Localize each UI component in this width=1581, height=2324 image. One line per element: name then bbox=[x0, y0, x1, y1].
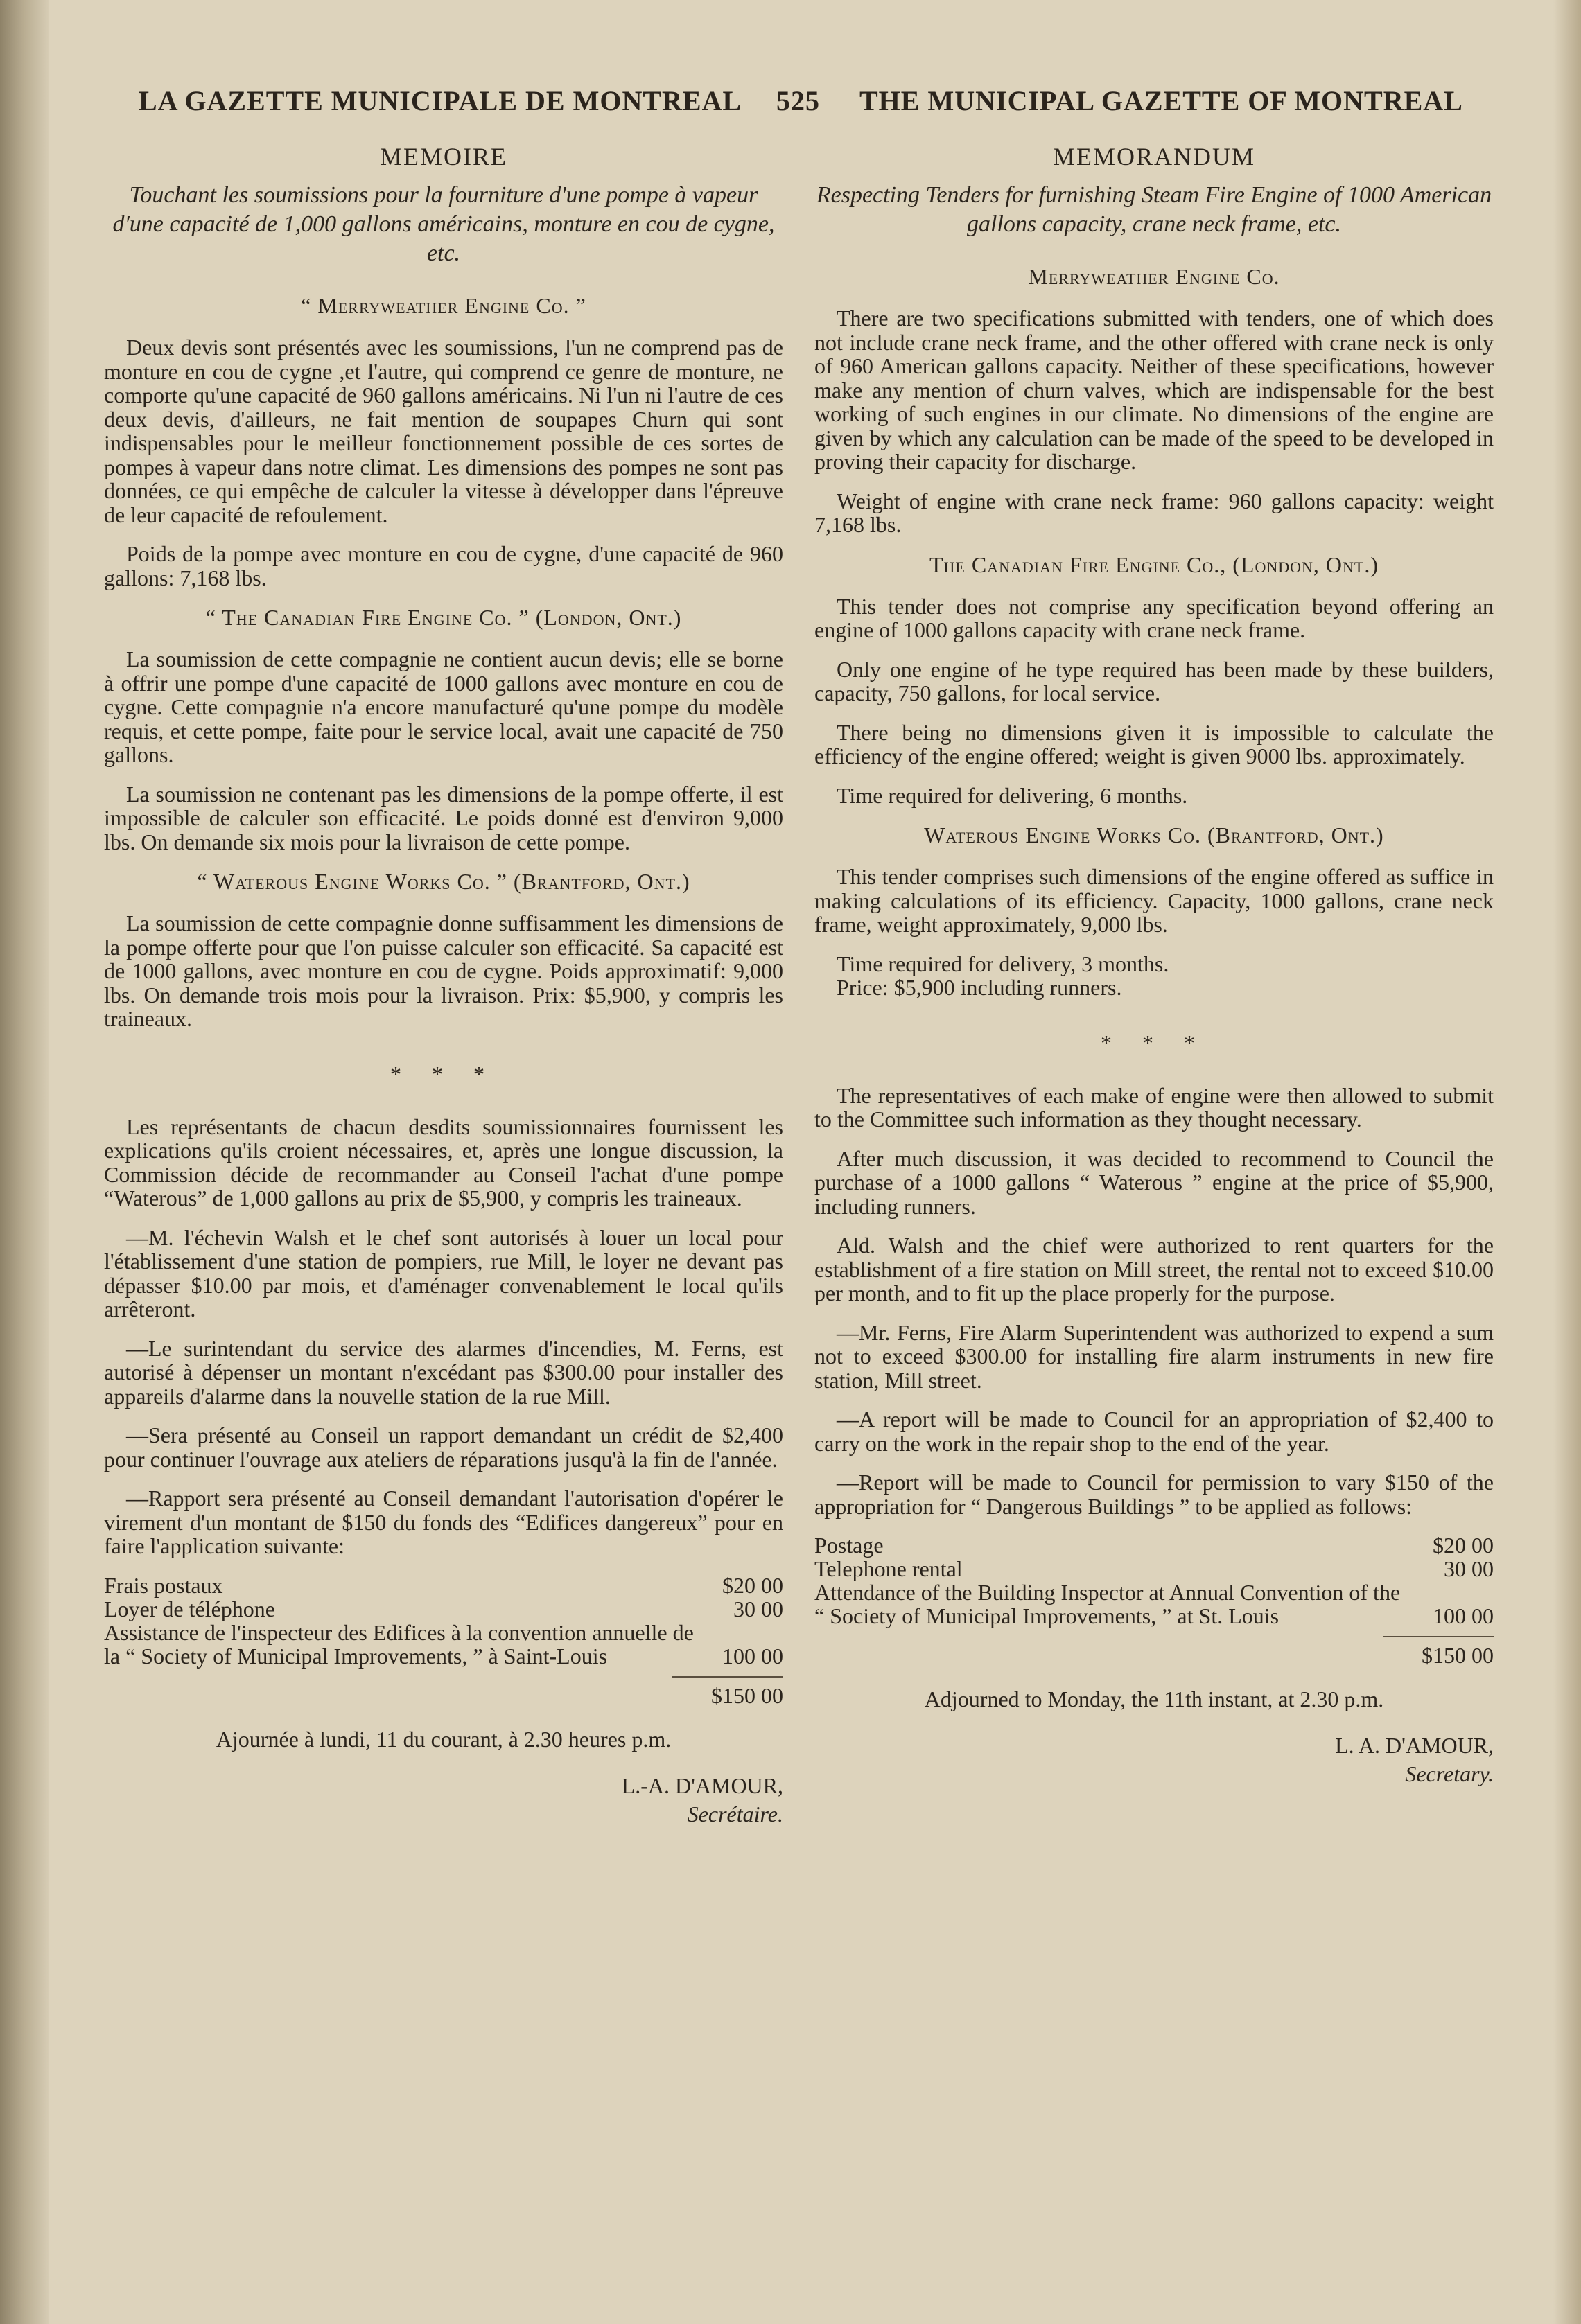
french-intro: Touchant les soumissions pour la fourniture d'une pompe à vapeur d'une capacité de 1,000 gallons américains, monture en cou de cygne, etc. bbox=[112, 182, 775, 266]
english-paragraph: This tender comprises such dimensions of the engine offered as suffice in making calculations of its efficiency. Capacity, 1000 gallons, crane neck frame, weight approximately, 9,000 lbs. bbox=[814, 864, 1494, 937]
account-label: Frais postaux bbox=[104, 1572, 223, 1598]
french-adjournment: Ajournée à lundi, 11 du courant, à 2.30 heures p.m. bbox=[216, 1726, 672, 1752]
account-label: Attendance of the Building Inspector at Annual Convention of the “ Society of Municipal Improvements, ” at St. Louis bbox=[814, 1580, 1401, 1628]
header-french-title: LA GAZETTE MUNICIPALE DE MONTREAL bbox=[139, 85, 742, 116]
english-paragraph: Only one engine of he type required has been made by these builders, capacity, 750 gallons, for local service. bbox=[814, 656, 1494, 705]
table-row bbox=[814, 1557, 1494, 1581]
english-section-merryweather: Merryweather Engine Co. bbox=[1028, 264, 1280, 289]
french-section-merryweather: “ Merryweather Engine Co. ” bbox=[301, 293, 586, 318]
account-amount: 30 00 bbox=[733, 1596, 783, 1621]
english-accounts-table bbox=[814, 1533, 1494, 1628]
english-adjournment: Adjourned to Monday, the 11th instant, at 2.30 p.m. bbox=[924, 1687, 1384, 1711]
english-paragraph: There are two specifications submitted with tenders, one of which does not include crane neck frame, and the other offered with crane neck is only of 960 American gallons capacity. Neither of these specifications, however make any mention of churn valves, which are indispensable for the best working of such engines in our climate. No dimensions of the engine are given by which any calculation can be made of the speed to be developed in proving their capacity for discharge. bbox=[814, 306, 1494, 474]
french-accounts-table bbox=[104, 1574, 783, 1668]
page-edge-shadow bbox=[1553, 0, 1581, 2324]
french-section-canadian: “ The Canadian Fire Engine Co. ” (London, Ont.) bbox=[205, 605, 682, 630]
english-paragraph: Ald. Walsh and the chief were authorized to rent quarters for the establishment of a fire station on Mill street, the rental not to exceed $10.00 per month, and to fit up the place properly for the purpose. bbox=[814, 1233, 1494, 1305]
english-paragraph: Weight of engine with crane neck frame: 960 gallons capacity: weight 7,168 lbs. bbox=[814, 488, 1494, 537]
french-title: MEMOIRE bbox=[380, 143, 507, 170]
english-paragraph: There being no dimensions given it is impossible to calculate the efficiency of the engine offered; weight is given 9000 lbs. approximately. bbox=[814, 719, 1494, 768]
english-title: MEMORANDUM bbox=[1052, 143, 1256, 170]
english-signature: L. A. D'AMOUR, bbox=[1335, 1733, 1494, 1758]
french-paragraph: La soumission de cette compagnie donne suffisamment les dimensions de la pompe offerte pour que l'on puisse calculer son efficacité. Sa capacité est de 1000 gallons, avec monture en cou de cygne. Poids approximatif: 9,000 lbs. On demande trois mois pour la livraison. Prix: $5,900, y compris les traineaux. bbox=[104, 910, 783, 1031]
table-row bbox=[104, 1621, 783, 1668]
english-paragraph: Time required for delivery, 3 months. bbox=[837, 951, 1169, 976]
account-amount: 100 00 bbox=[722, 1643, 783, 1669]
french-section-divider: * * * bbox=[390, 1061, 497, 1086]
account-amount: $20 00 bbox=[1433, 1533, 1494, 1558]
english-section-canadian: The Canadian Fire Engine Co., (London, Ont.) bbox=[929, 552, 1379, 577]
page-header bbox=[139, 85, 1497, 126]
english-total: $150 00 bbox=[1383, 1636, 1494, 1669]
english-intro: Respecting Tenders for furnishing Steam Fire Engine of 1000 American gallons capacity, crane neck frame, etc. bbox=[816, 182, 1492, 237]
book-spine-shadow bbox=[0, 0, 49, 2324]
french-column bbox=[104, 142, 783, 1827]
french-paragraph: —Sera présenté au Conseil un rapport demandant un crédit de $2,400 pour continuer l'ouvrage aux ateliers de réparations jusqu'à la fin de l'année. bbox=[104, 1423, 783, 1472]
table-row bbox=[814, 1533, 1494, 1557]
page-number: 525 bbox=[776, 85, 820, 116]
english-paragraph: Time required for delivering, 6 months. bbox=[837, 782, 1188, 808]
french-paragraph: La soumission de cette compagnie ne contient aucun devis; elle se borne à offrir une pompe d'une capacité de 1000 gallons avec monture en cou de cygne. Cette compagnie n'a encore manufacturé qu'une pompe du modèle requis, et cette pompe, faite pour le service local, avait une capacité de 750 gallons. bbox=[104, 646, 783, 767]
english-paragraph: The representatives of each make of engine were then allowed to submit to the Committee such information as they thought necessary. bbox=[814, 1082, 1494, 1132]
french-paragraph: —Rapport sera présenté au Conseil demandant l'autorisation d'opérer le virement d'un montant de $150 du fonds des “Edifices dangereux” pour en faire l'application suivante: bbox=[104, 1486, 783, 1558]
english-paragraph: —A report will be made to Council for an appropriation of $2,400 to carry on the work in the repair shop to the end of the year. bbox=[814, 1407, 1494, 1456]
account-amount: 30 00 bbox=[1444, 1556, 1494, 1581]
table-row bbox=[814, 1581, 1494, 1628]
account-amount: $20 00 bbox=[722, 1572, 783, 1598]
account-label: Postage bbox=[814, 1533, 884, 1558]
french-paragraph: Deux devis sont présentés avec les soumissions, l'un ne comprend pas de monture en cou de cygne ,et l'autre, qui comprend ce genre de monture, ne comporte qu'une capacité de 960 gallons américains. Ni l'un ni l'autre de ces deux devis, d'ailleurs, ne fait mention de soupapes Churn qui sont indispensables pour le meilleur fonctionnement possible de ces sortes de pompes à vapeur dans notre climat. Les dimensions des pompes ne sont pas données, ce qui empêche de calculer la vitesse à développer dans l'épreuve de leur capacité de refoulement. bbox=[104, 335, 783, 527]
french-paragraph: La soumission ne contenant pas les dimensions de la pompe offerte, il est impossible de calculer son efficacité. Le poids donné est d'environ 9,000 lbs. On demande six mois pour la livraison de cette pompe. bbox=[104, 781, 783, 854]
english-paragraph: —Report will be made to Council for permission to vary $150 of the appropriation for “ Dangerous Buildings ” to be applied as follows: bbox=[814, 1470, 1494, 1519]
table-row bbox=[104, 1597, 783, 1621]
english-paragraph: —Mr. Ferns, Fire Alarm Superintendent was authorized to expend a sum not to exceed $300.00 for installing fire alarm instruments in new fire station, Mill street. bbox=[814, 1319, 1494, 1393]
english-column bbox=[814, 142, 1494, 1787]
header-english-title: THE MUNICIPAL GAZETTE OF MONTREAL bbox=[859, 85, 1463, 116]
table-row bbox=[104, 1574, 783, 1597]
french-paragraph: —M. l'échevin Walsh et le chef sont autorisés à louer un local pour l'établissement d'une station de pompiers, rue Mill, le loyer ne devant pas dépasser $10.00 par mois, et d'aménager convenablement le local qu'ils arrêteront. bbox=[104, 1224, 783, 1321]
french-paragraph: Poids de la pompe avec monture en cou de cygne, d'une capacité de 960 gallons: 7,168 lbs. bbox=[104, 541, 783, 590]
french-paragraph: Les représentants de chacun desdits soumissionnaires fournissent les explications qu'ils croient nécessaires, et, après une longue discussion, la Commission décide de recommander au Conseil l'achat d'une pompe “Waterous” de 1,000 gallons au prix de $5,900, y compris les traineaux. bbox=[104, 1113, 783, 1211]
french-signatory-role: Secrétaire. bbox=[687, 1801, 783, 1826]
account-label: Assistance de l'inspecteur des Edifices à la convention annuelle de la “ Society of Municipal Improvements, ” à Saint-Louis bbox=[104, 1619, 694, 1669]
french-signature: L.-A. D'AMOUR, bbox=[621, 1772, 783, 1798]
english-paragraph: After much discussion, it was decided to recommend to Council the purchase of a 1000 gallons “ Waterous ” engine at the price of $5,900, including runners. bbox=[814, 1145, 1494, 1219]
english-signatory-role: Secretary. bbox=[1405, 1761, 1494, 1786]
english-paragraph: Price: $5,900 including runners. bbox=[837, 975, 1122, 1000]
account-label: Telephone rental bbox=[814, 1556, 963, 1581]
english-section-waterous: Waterous Engine Works Co. (Brantford, Ont.) bbox=[924, 822, 1384, 847]
english-paragraph: This tender does not comprise any specification beyond offering an engine of 1000 gallons capacity with crane neck frame. bbox=[814, 593, 1494, 642]
french-total: $150 00 bbox=[672, 1676, 783, 1709]
french-paragraph: —Le surintendant du service des alarmes d'incendies, M. Ferns, est autorisé à dépenser un montant n'excédant pas $300.00 pour installer des appareils d'alarme dans la nouvelle station de la rue Mill. bbox=[104, 1335, 783, 1409]
account-amount: 100 00 bbox=[1433, 1603, 1494, 1628]
account-label: Loyer de téléphone bbox=[104, 1596, 275, 1621]
french-section-waterous: “ Waterous Engine Works Co. ” (Brantford, Ont.) bbox=[197, 869, 690, 894]
english-section-divider: * * * bbox=[1101, 1030, 1207, 1055]
